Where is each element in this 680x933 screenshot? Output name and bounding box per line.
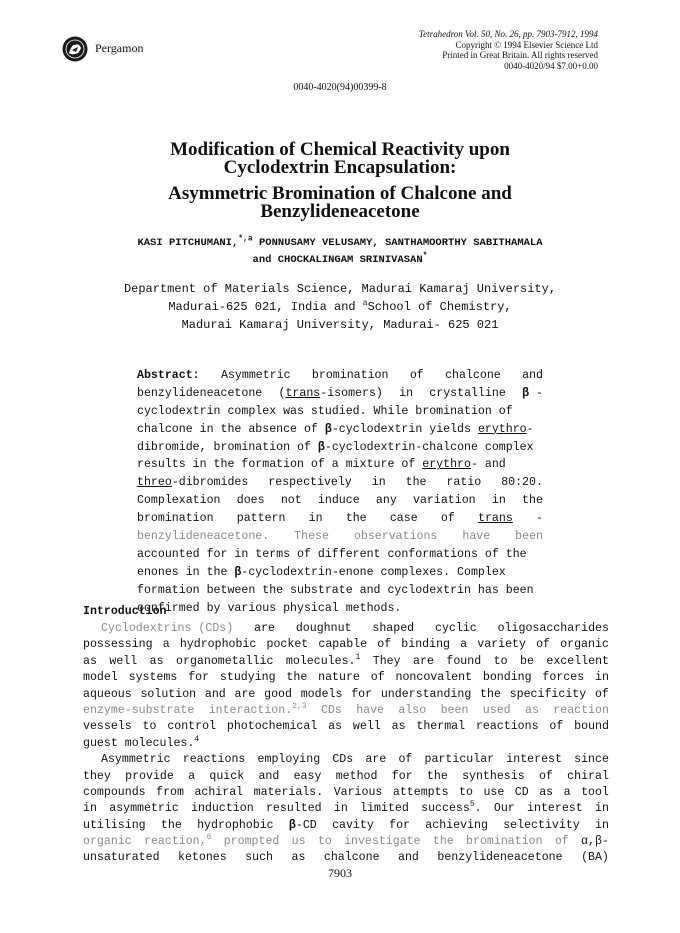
section-heading: Introduction	[83, 605, 167, 618]
journal-line: Copyright © 1994 Elsevier Science Ltd	[455, 39, 598, 50]
body-line: they provide a quick and easy method for the synthesis of chiral	[83, 769, 609, 783]
abstract-line: accounted for in terms of different conformations of the	[137, 547, 527, 561]
abstract-line: benzylideneacetone (trans-isomers) in crystalline β -	[137, 386, 543, 400]
title-line: Modification of Chemical Reactivity upon	[170, 139, 510, 160]
body-line: vessels to control photochemical as well as thermal reactions of bound	[83, 720, 609, 734]
body-line: compounds from achiral materials. Various attempts to use CD as a tool	[83, 785, 609, 799]
abstract-line: formation between the substrate and cyclodextrin has been	[137, 583, 534, 597]
body-line: Asymmetric reactions employing CDs are of particular interest since	[101, 753, 609, 767]
body-line: in asymmetric induction resulted in limited success$^5$. Our interest in	[83, 800, 609, 816]
abstract-line: dibromide, bromination of β-cyclodextrin-chalcone complex	[137, 440, 534, 454]
abstract-line: benzylideneacetone. These observations have been	[137, 530, 543, 544]
introduction-body	[83, 621, 609, 867]
affiliation-line: Madurai Kamaraj University, Madurai- 625 021	[181, 318, 499, 332]
abstract-line: chalcone in the absence of β-cyclodextrin yields erythro-	[137, 422, 534, 436]
abstract-line: bromination pattern in the case of trans -	[137, 512, 543, 526]
article-subtitle	[0, 185, 680, 221]
journal-line: 0040-4020/94 $7.00+0.00	[504, 60, 598, 71]
article-title	[0, 141, 680, 177]
affiliation-line: Madurai-625 021, India and $^a$School of Chemistry,	[168, 299, 512, 314]
abstract-line: confirmed by various physical methods.	[137, 601, 402, 615]
subtitle-line: Asymmetric Bromination of Chalcone and	[168, 183, 512, 204]
abstract-line: enones in the β-cyclodextrin-enone complexes. Complex	[137, 565, 506, 579]
body-line: model systems for studying the nature of noncovalent bonding forces in	[83, 671, 609, 685]
page-number: 7903	[328, 866, 352, 880]
body-line: as well as organometallic molecules.$^1$ They are found to be excellent	[83, 652, 609, 668]
affiliation	[0, 280, 680, 334]
body-line: guest molecules.$^4$	[83, 734, 200, 750]
title-line: Cyclodextrin Encapsulation:	[223, 157, 457, 178]
abstract-line: threo-dibromides respectively in the ratio 80:20.	[137, 476, 543, 490]
publisher-name: Pergamon	[95, 41, 144, 55]
body-line: utilising the hydrophobic β-CD cavity for achieving selectivity in	[83, 818, 609, 832]
affiliation-line: Department of Materials Science, Madurai Kamaraj University,	[123, 282, 557, 296]
abstract-line: Abstract: Asymmetric bromination of chalcone and	[137, 369, 543, 382]
body-line: unsaturated ketones such as chalcone and benzylideneacetone (BA)	[83, 851, 609, 865]
author-list	[0, 235, 680, 269]
doi-identifier: 0040-4020(94)00399-8	[293, 82, 387, 93]
abstract-line: results in the formation of a mixture of erythro- and	[137, 458, 506, 472]
journal-line: Tetrahedron Vol. 50, No. 26, pp. 7903-7912, 1994	[418, 29, 598, 39]
body-line: organic reaction,$^6$ prompted us to investigate the bromination of α,β-	[83, 833, 609, 849]
author-line: and CHOCKALINGAM SRINIVASAN*	[252, 251, 428, 266]
abstract-line: Complexation does not induce any variation in the	[137, 494, 543, 508]
author-line: KASI PITCHUMANI,$^{*,a}$ PONNUSAMY VELUSAMY, SANTHAMOORTHY SABITHAMALA	[137, 234, 543, 249]
body-line: aqueous solution and are good models for understanding the specificity of	[83, 687, 609, 701]
pergamon-logo-icon	[62, 36, 88, 62]
subtitle-line: Benzylideneacetone	[260, 201, 420, 222]
journal-citation	[419, 29, 598, 71]
abstract-line: cyclodextrin complex was studied. While bromination of	[137, 404, 513, 418]
abstract	[137, 367, 543, 617]
journal-line: Printed in Great Britain. All rights reserved	[442, 50, 598, 60]
body-line: possessing a hydrophobic pocket capable of binding a variety of organic	[83, 638, 609, 652]
body-line: Cyclodextrins (CDs) are doughnut shaped cyclic oligosaccharides	[101, 622, 609, 635]
body-line: enzyme-substrate interaction.$^{2,3}$ CDs have also been used as reaction	[83, 702, 609, 717]
